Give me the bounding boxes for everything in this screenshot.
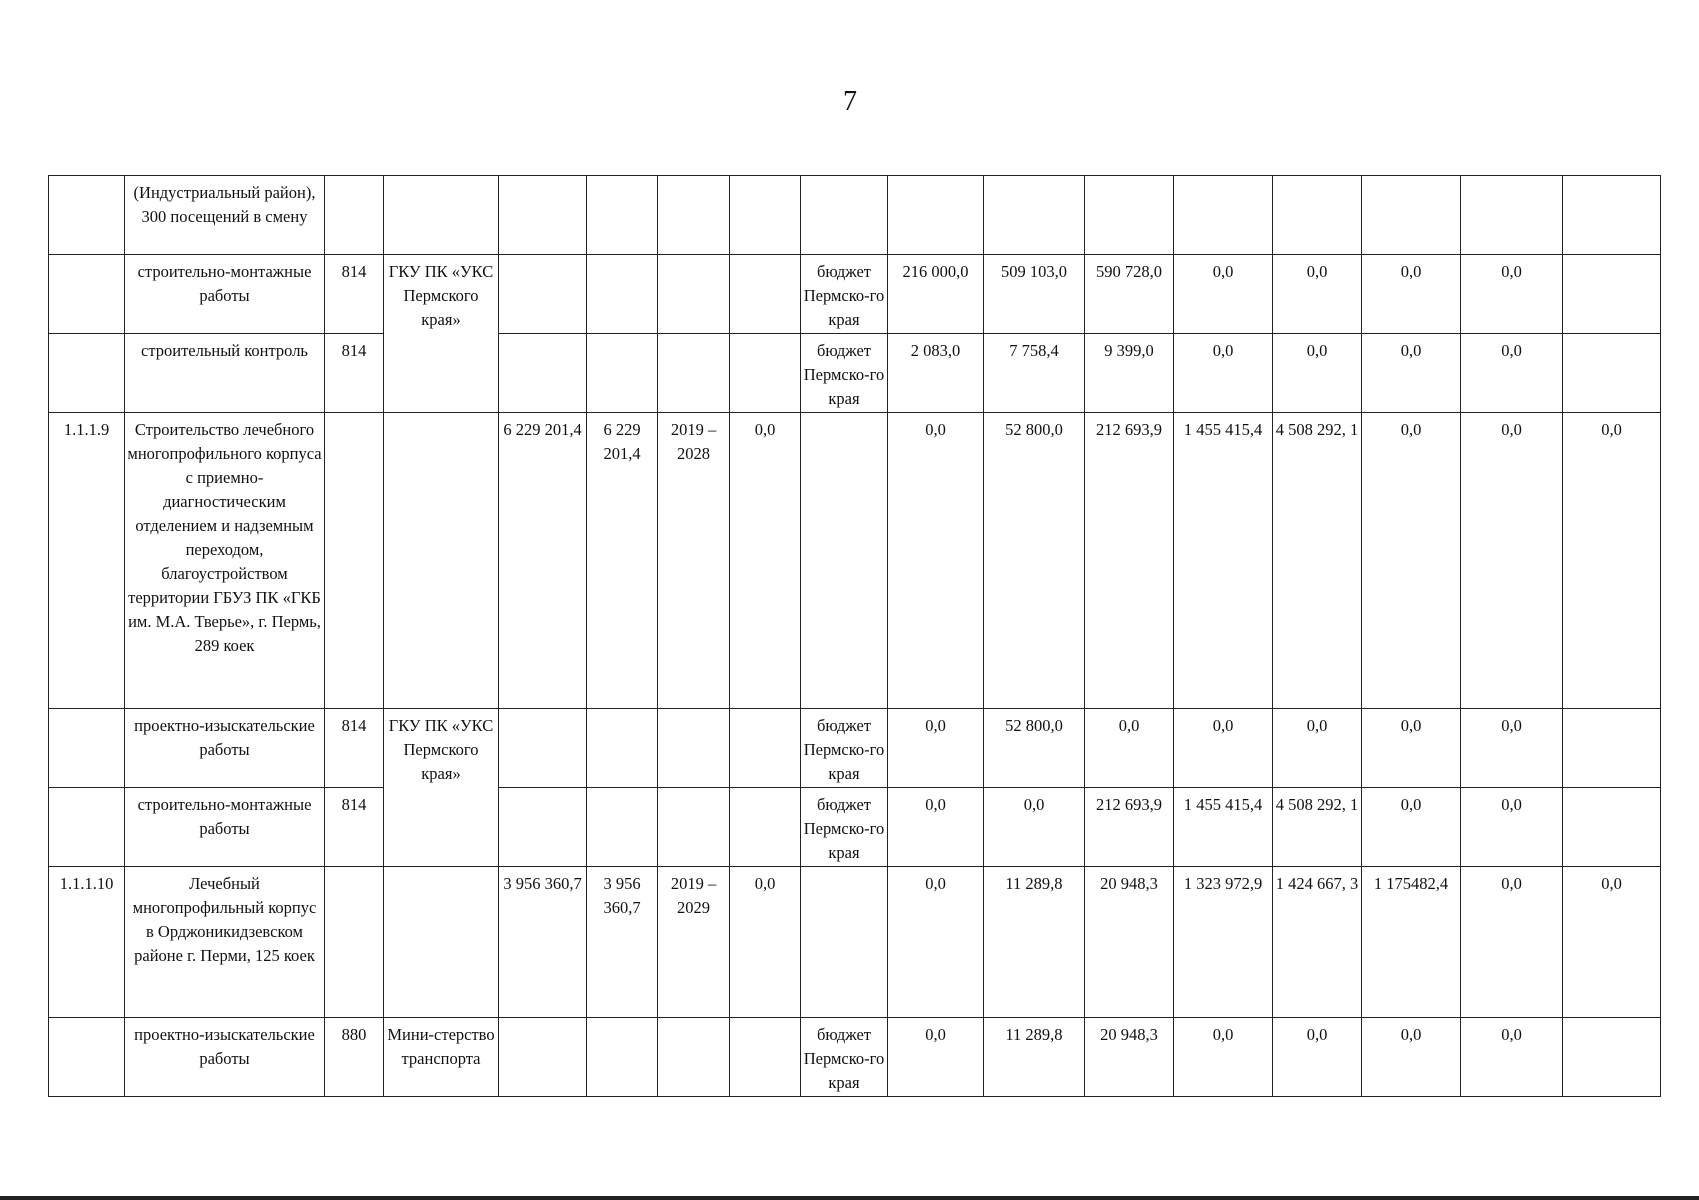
executor-cell <box>384 867 499 1018</box>
value-cell: 0,0 <box>1461 709 1563 788</box>
value-cell: 0,0 <box>1362 788 1461 867</box>
code-cell: 1.1.1.10 <box>49 867 125 1018</box>
value-cell <box>1563 709 1661 788</box>
source-cell <box>801 413 888 709</box>
source-cell: бюджет Пермско-го края <box>801 788 888 867</box>
value-cell: 0,0 <box>1273 255 1362 334</box>
code-cell <box>49 334 125 413</box>
value-cell: 212 693,9 <box>1085 788 1174 867</box>
grbs-cell: 814 <box>325 255 384 334</box>
years-cell <box>658 788 730 867</box>
cost-total-cell: 3 956 360,7 <box>499 867 587 1018</box>
value-cell: 0,0 <box>1174 1018 1273 1097</box>
table-row <box>49 788 1661 867</box>
cost-limit-cell <box>587 176 658 255</box>
grbs-cell <box>325 176 384 255</box>
value-cell: 52 800,0 <box>984 413 1085 709</box>
value-cell: 0,0 <box>888 1018 984 1097</box>
source-cell <box>801 867 888 1018</box>
value-cell <box>1563 1018 1661 1097</box>
value-cell: 11 289,8 <box>984 867 1085 1018</box>
name-cell: проектно-изыскательские работы <box>125 1018 325 1097</box>
cost-limit-cell <box>587 255 658 334</box>
name-cell: строительный контроль <box>125 334 325 413</box>
executor-cell: Мини-стерство транспорта <box>384 1018 499 1097</box>
years-cell: 2019 – 2029 <box>658 867 730 1018</box>
value-cell <box>1563 334 1661 413</box>
name-cell: Строительство лечебного многопрофильного корпуса с приемно-диагностическим отделением и надземным переходом, благоустройством территории ГБУЗ ПК «ГКБ им. М.А. Тверье», г. Пермь, 289 коек <box>125 413 325 709</box>
value-cell: 0,0 <box>1461 255 1563 334</box>
table-row <box>49 867 1661 1018</box>
value-cell: 0,0 <box>1362 413 1461 709</box>
grbs-cell <box>325 413 384 709</box>
value-cell: 509 103,0 <box>984 255 1085 334</box>
value-cell: 20 948,3 <box>1085 867 1174 1018</box>
code-cell <box>49 176 125 255</box>
prior-cell: 0,0 <box>730 867 801 1018</box>
grbs-cell <box>325 867 384 1018</box>
cost-total-cell <box>499 334 587 413</box>
program-table <box>48 175 1661 1097</box>
years-cell <box>658 1018 730 1097</box>
code-cell <box>49 255 125 334</box>
name-cell: Лечебный многопрофильный корпус в Орджоникидзевском районе г. Перми, 125 коек <box>125 867 325 1018</box>
executor-cell <box>384 413 499 709</box>
name-cell: (Индустриальный район), 300 посещений в смену <box>125 176 325 255</box>
prior-cell <box>730 788 801 867</box>
value-cell: 0,0 <box>1362 334 1461 413</box>
years-cell <box>658 176 730 255</box>
table-row <box>49 255 1661 334</box>
value-cell <box>1563 788 1661 867</box>
code-cell <box>49 788 125 867</box>
value-cell <box>1362 176 1461 255</box>
cost-limit-cell <box>587 1018 658 1097</box>
cost-total-cell <box>499 255 587 334</box>
value-cell: 0,0 <box>1563 413 1661 709</box>
value-cell: 0,0 <box>1273 709 1362 788</box>
value-cell <box>1273 176 1362 255</box>
page-number: 7 <box>843 86 857 117</box>
cost-total-cell: 6 229 201,4 <box>499 413 587 709</box>
name-cell: строительно-монтажные работы <box>125 255 325 334</box>
cost-limit-cell: 3 956 360,7 <box>587 867 658 1018</box>
executor-cell: ГКУ ПК «УКС Пермского края» <box>384 255 499 413</box>
value-cell: 2 083,0 <box>888 334 984 413</box>
grbs-cell: 814 <box>325 709 384 788</box>
value-cell: 0,0 <box>1461 867 1563 1018</box>
value-cell: 0,0 <box>1174 709 1273 788</box>
value-cell: 4 508 292, 1 <box>1273 788 1362 867</box>
value-cell: 0,0 <box>888 709 984 788</box>
value-cell: 1 455 415,4 <box>1174 788 1273 867</box>
cost-limit-cell <box>587 709 658 788</box>
value-cell: 590 728,0 <box>1085 255 1174 334</box>
name-cell: строительно-монтажные работы <box>125 788 325 867</box>
value-cell <box>1085 176 1174 255</box>
value-cell: 0,0 <box>888 788 984 867</box>
years-cell: 2019 – 2028 <box>658 413 730 709</box>
cost-total-cell <box>499 176 587 255</box>
value-cell <box>1563 255 1661 334</box>
cost-total-cell <box>499 709 587 788</box>
prior-cell: 0,0 <box>730 413 801 709</box>
code-cell <box>49 709 125 788</box>
value-cell: 0,0 <box>1174 255 1273 334</box>
value-cell: 7 758,4 <box>984 334 1085 413</box>
source-cell: бюджет Пермско-го края <box>801 334 888 413</box>
prior-cell <box>730 255 801 334</box>
source-cell: бюджет Пермско-го края <box>801 255 888 334</box>
value-cell: 9 399,0 <box>1085 334 1174 413</box>
value-cell: 52 800,0 <box>984 709 1085 788</box>
executor-cell <box>384 176 499 255</box>
cost-limit-cell: 6 229 201,4 <box>587 413 658 709</box>
source-cell: бюджет Пермско-го края <box>801 709 888 788</box>
value-cell: 0,0 <box>1563 867 1661 1018</box>
table-row <box>49 334 1661 413</box>
value-cell <box>1461 176 1563 255</box>
cost-total-cell <box>499 788 587 867</box>
scan-edge <box>0 1196 1699 1200</box>
table-row <box>49 413 1661 709</box>
prior-cell <box>730 334 801 413</box>
value-cell <box>1174 176 1273 255</box>
value-cell <box>984 176 1085 255</box>
table-row <box>49 1018 1661 1097</box>
years-cell <box>658 255 730 334</box>
cost-total-cell <box>499 1018 587 1097</box>
cost-limit-cell <box>587 334 658 413</box>
value-cell: 0,0 <box>1273 334 1362 413</box>
value-cell: 0,0 <box>1461 788 1563 867</box>
value-cell: 216 000,0 <box>888 255 984 334</box>
years-cell <box>658 709 730 788</box>
code-cell: 1.1.1.9 <box>49 413 125 709</box>
value-cell: 0,0 <box>888 413 984 709</box>
executor-cell: ГКУ ПК «УКС Пермского края» <box>384 709 499 867</box>
name-cell: проектно-изыскательские работы <box>125 709 325 788</box>
grbs-cell: 814 <box>325 334 384 413</box>
value-cell: 0,0 <box>1085 709 1174 788</box>
value-cell: 4 508 292, 1 <box>1273 413 1362 709</box>
grbs-cell: 880 <box>325 1018 384 1097</box>
source-cell <box>801 176 888 255</box>
value-cell: 0,0 <box>1461 334 1563 413</box>
value-cell: 1 323 972,9 <box>1174 867 1273 1018</box>
value-cell: 0,0 <box>1362 255 1461 334</box>
value-cell: 0,0 <box>1362 709 1461 788</box>
prior-cell <box>730 176 801 255</box>
value-cell: 0,0 <box>1362 1018 1461 1097</box>
prior-cell <box>730 1018 801 1097</box>
value-cell: 1 175482,4 <box>1362 867 1461 1018</box>
table-row <box>49 709 1661 788</box>
value-cell: 0,0 <box>1461 1018 1563 1097</box>
value-cell: 0,0 <box>888 867 984 1018</box>
value-cell: 1 455 415,4 <box>1174 413 1273 709</box>
value-cell <box>888 176 984 255</box>
table-row <box>49 176 1661 255</box>
prior-cell <box>730 709 801 788</box>
value-cell <box>1563 176 1661 255</box>
value-cell: 212 693,9 <box>1085 413 1174 709</box>
value-cell: 20 948,3 <box>1085 1018 1174 1097</box>
value-cell: 1 424 667, 3 <box>1273 867 1362 1018</box>
years-cell <box>658 334 730 413</box>
value-cell: 0,0 <box>1174 334 1273 413</box>
grbs-cell: 814 <box>325 788 384 867</box>
value-cell: 0,0 <box>1273 1018 1362 1097</box>
code-cell <box>49 1018 125 1097</box>
value-cell: 0,0 <box>984 788 1085 867</box>
cost-limit-cell <box>587 788 658 867</box>
source-cell: бюджет Пермско-го края <box>801 1018 888 1097</box>
value-cell: 0,0 <box>1461 413 1563 709</box>
value-cell: 11 289,8 <box>984 1018 1085 1097</box>
